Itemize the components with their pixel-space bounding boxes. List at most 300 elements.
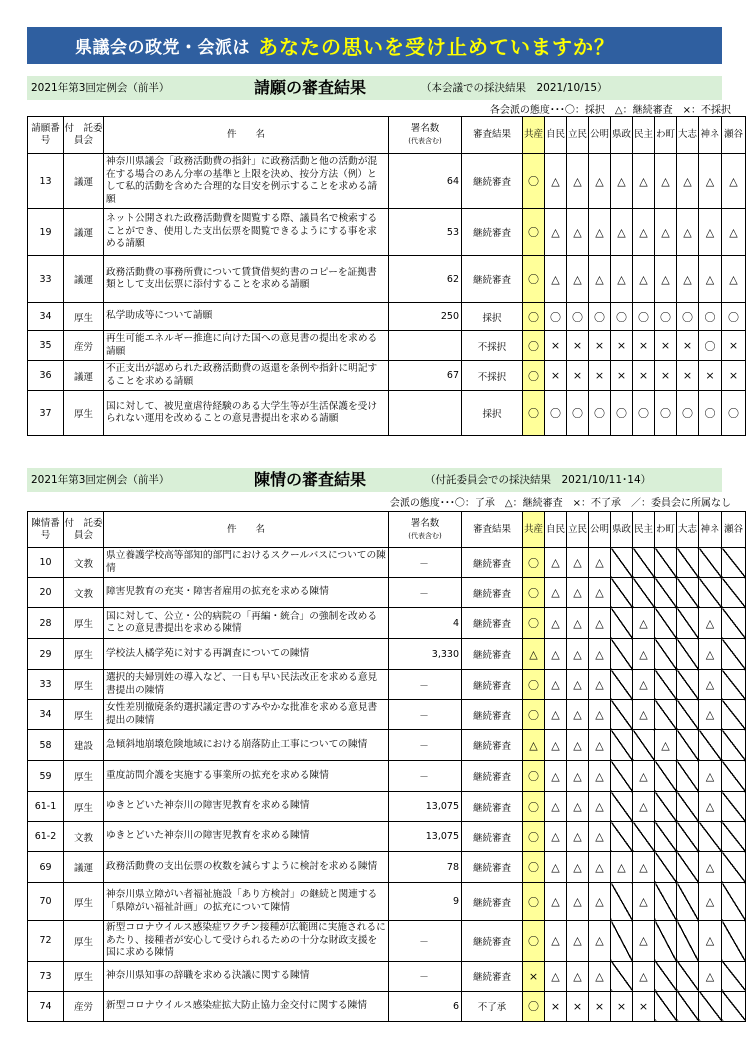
col-party: 立民: [567, 512, 589, 548]
vote-cell: [677, 921, 699, 962]
vote-cell: [677, 792, 699, 822]
vote-cell: △: [589, 761, 611, 792]
row-result: 不採択: [462, 331, 523, 361]
vote-cell: ×: [655, 331, 677, 361]
vote-cell: 〇: [523, 670, 545, 700]
row-result: 継続審査: [462, 154, 523, 209]
table-row: [28, 883, 746, 921]
vote-cell: [655, 608, 677, 639]
vote-cell: [633, 822, 655, 852]
table-row: [28, 792, 746, 822]
vote-cell: △: [699, 209, 722, 256]
vote-cell: 〇: [523, 852, 545, 883]
appeals-session: 2021年第3回定例会（前半）: [31, 474, 170, 486]
row-number: 33: [28, 670, 64, 700]
table-row: [28, 209, 746, 256]
vote-cell: △: [699, 921, 722, 962]
vote-cell: [677, 883, 699, 921]
table-row: [28, 961, 746, 991]
row-committee: 厚生: [64, 792, 104, 822]
vote-cell: △: [699, 792, 722, 822]
vote-cell: △: [633, 921, 655, 962]
appeals-section-bar: [27, 468, 722, 492]
vote-cell: △: [633, 639, 655, 670]
vote-cell: △: [567, 639, 589, 670]
vote-cell: ×: [545, 361, 567, 391]
row-number: 69: [28, 852, 64, 883]
row-committee: 建設: [64, 730, 104, 761]
vote-cell: △: [589, 883, 611, 921]
vote-cell: △: [633, 700, 655, 730]
vote-cell: △: [589, 961, 611, 991]
table-row: [28, 608, 746, 639]
vote-cell: 〇: [677, 303, 699, 331]
vote-cell: 〇: [523, 331, 545, 361]
row-committee: 議運: [64, 209, 104, 256]
vote-cell: 〇: [523, 700, 545, 730]
vote-cell: 〇: [699, 391, 722, 436]
vote-cell: △: [545, 921, 567, 962]
banner-left-text: 県議会の政党・会派は: [75, 38, 250, 58]
vote-cell: ×: [722, 361, 746, 391]
row-result: 継続審査: [462, 961, 523, 991]
vote-cell: [611, 730, 633, 761]
vote-cell: △: [589, 608, 611, 639]
vote-cell: [655, 961, 677, 991]
vote-cell: [677, 991, 699, 1021]
row-result: 継続審査: [462, 578, 523, 608]
vote-cell: △: [589, 700, 611, 730]
row-subject: 政務活動費の支出伝票の枚数を減らすように検討を求める陳情: [104, 852, 389, 883]
table-row: [28, 331, 746, 361]
row-committee: 厚生: [64, 670, 104, 700]
col-party: 公明: [589, 512, 611, 548]
vote-cell: ×: [699, 361, 722, 391]
row-committee: 文教: [64, 548, 104, 578]
vote-cell: △: [699, 670, 722, 700]
row-subject: 女性差別撤廃条約選択議定書のすみやかな批准を求める意見書提出の陳情: [104, 700, 389, 730]
row-subject: 神奈川県議会「政務活動費の指針」に政務活動と他の活動が混在する場合のあん分率の基準と上限を決め、按分方法（例）として私的活動を含めた合理的な目安を例示することを求める請願: [104, 154, 389, 209]
row-number: 19: [28, 209, 64, 256]
row-subject: 私学助成等について請願: [104, 303, 389, 331]
row-signatures: －: [389, 700, 462, 730]
row-signatures: 13,075: [389, 822, 462, 852]
vote-cell: 〇: [699, 331, 722, 361]
vote-cell: [655, 700, 677, 730]
vote-cell: [677, 608, 699, 639]
vote-cell: 〇: [722, 303, 746, 331]
table-row: [28, 700, 746, 730]
row-subject: 新型コロナウイルス感染症拡大防止協力金交付に関する陳情: [104, 991, 389, 1021]
row-number: 20: [28, 578, 64, 608]
row-result: 継続審査: [462, 822, 523, 852]
vote-cell: △: [567, 852, 589, 883]
row-number: 58: [28, 730, 64, 761]
col-party: 神ネ: [699, 117, 722, 154]
vote-cell: 〇: [611, 391, 633, 436]
vote-cell: △: [567, 700, 589, 730]
row-result: 継続審査: [462, 670, 523, 700]
table-row: [28, 822, 746, 852]
vote-cell: 〇: [523, 822, 545, 852]
row-subject: ゆきとどいた神奈川の障害児教育を求める陳情: [104, 822, 389, 852]
row-number: 37: [28, 391, 64, 436]
table-row: [28, 730, 746, 761]
table-row: [28, 578, 746, 608]
vote-cell: △: [523, 730, 545, 761]
vote-cell: ×: [589, 331, 611, 361]
vote-cell: ×: [633, 361, 655, 391]
vote-cell: [722, 730, 746, 761]
vote-cell: △: [699, 639, 722, 670]
row-subject: 学校法人橘学苑に対する再調査についての陳情: [104, 639, 389, 670]
vote-cell: [699, 822, 722, 852]
col-party: 民主: [633, 117, 655, 154]
col-party: 大志: [677, 512, 699, 548]
vote-cell: ×: [722, 331, 746, 361]
vote-cell: [611, 670, 633, 700]
row-number: 73: [28, 961, 64, 991]
table-row: [28, 991, 746, 1021]
vote-cell: △: [567, 154, 589, 209]
vote-cell: △: [545, 822, 567, 852]
vote-cell: 〇: [523, 209, 545, 256]
vote-cell: △: [545, 761, 567, 792]
vote-cell: 〇: [523, 991, 545, 1021]
col-signatures: 署名数 (代表含む): [389, 117, 462, 154]
vote-cell: △: [611, 154, 633, 209]
row-committee: 厚生: [64, 761, 104, 792]
vote-cell: [677, 852, 699, 883]
row-signatures: 9: [389, 883, 462, 921]
table-row: [28, 154, 746, 209]
row-signatures: 250: [389, 303, 462, 331]
signatures-note: (代表含む): [408, 531, 442, 540]
row-committee: 産労: [64, 991, 104, 1021]
petitions-section-bar: [27, 76, 722, 100]
vote-cell: △: [677, 209, 699, 256]
row-result: 継続審査: [462, 852, 523, 883]
row-committee: 厚生: [64, 391, 104, 436]
vote-cell: 〇: [523, 921, 545, 962]
row-committee: 厚生: [64, 608, 104, 639]
vote-cell: 〇: [523, 883, 545, 921]
vote-cell: △: [545, 209, 567, 256]
table-row: [28, 639, 746, 670]
vote-cell: 〇: [699, 303, 722, 331]
vote-cell: 〇: [523, 792, 545, 822]
row-committee: 厚生: [64, 961, 104, 991]
vote-cell: [722, 961, 746, 991]
table-row: [28, 391, 746, 436]
vote-cell: 〇: [611, 303, 633, 331]
vote-cell: △: [589, 154, 611, 209]
vote-cell: 〇: [655, 303, 677, 331]
vote-cell: △: [611, 852, 633, 883]
vote-cell: [611, 822, 633, 852]
col-party: 瀬谷: [722, 117, 746, 154]
vote-cell: 〇: [567, 303, 589, 331]
vote-cell: △: [633, 256, 655, 303]
row-signatures: －: [389, 670, 462, 700]
col-subject: 件 名: [104, 512, 389, 548]
row-signatures: －: [389, 761, 462, 792]
row-result: 採択: [462, 303, 523, 331]
vote-cell: △: [589, 852, 611, 883]
vote-cell: 〇: [589, 303, 611, 331]
row-committee: 文教: [64, 822, 104, 852]
vote-cell: △: [655, 256, 677, 303]
vote-cell: △: [545, 608, 567, 639]
row-signatures: －: [389, 961, 462, 991]
vote-cell: [611, 883, 633, 921]
vote-cell: [655, 883, 677, 921]
row-committee: 議運: [64, 361, 104, 391]
row-subject: 政務活動費の事務所費について賃貸借契約書のコピーを証拠書類として支出伝票に添付することを求める請願: [104, 256, 389, 303]
col-committee: 付 託委員会: [64, 512, 104, 548]
row-result: 継続審査: [462, 883, 523, 921]
vote-cell: [655, 761, 677, 792]
vote-cell: △: [589, 578, 611, 608]
vote-cell: ×: [677, 361, 699, 391]
vote-cell: [722, 548, 746, 578]
vote-cell: [722, 639, 746, 670]
vote-cell: △: [589, 548, 611, 578]
vote-cell: [677, 822, 699, 852]
vote-cell: [655, 921, 677, 962]
vote-cell: △: [589, 256, 611, 303]
vote-cell: 〇: [523, 578, 545, 608]
vote-cell: △: [567, 670, 589, 700]
vote-cell: 〇: [523, 548, 545, 578]
vote-cell: △: [567, 578, 589, 608]
vote-cell: 〇: [589, 391, 611, 436]
vote-cell: △: [699, 608, 722, 639]
vote-cell: △: [567, 883, 589, 921]
appeals-note: （付託委員会での採決結果 2021/10/11･14）: [425, 474, 652, 486]
vote-cell: 〇: [633, 391, 655, 436]
vote-cell: ×: [567, 361, 589, 391]
row-signatures: －: [389, 921, 462, 962]
row-result: 採択: [462, 391, 523, 436]
vote-cell: 〇: [523, 154, 545, 209]
vote-cell: [699, 991, 722, 1021]
col-party: 神ネ: [699, 512, 722, 548]
row-result: 継続審査: [462, 639, 523, 670]
vote-cell: ×: [523, 961, 545, 991]
col-party: 大志: [677, 117, 699, 154]
vote-cell: [677, 961, 699, 991]
row-signatures: [389, 391, 462, 436]
row-committee: 議運: [64, 852, 104, 883]
row-committee: 文教: [64, 578, 104, 608]
vote-cell: 〇: [567, 391, 589, 436]
row-signatures: 53: [389, 209, 462, 256]
vote-cell: △: [699, 883, 722, 921]
col-party: 民主: [633, 512, 655, 548]
vote-cell: △: [545, 883, 567, 921]
vote-cell: 〇: [722, 391, 746, 436]
vote-cell: △: [545, 670, 567, 700]
row-result: 不採択: [462, 361, 523, 391]
vote-cell: △: [545, 730, 567, 761]
vote-cell: 〇: [545, 303, 567, 331]
vote-cell: △: [677, 256, 699, 303]
row-subject: 新型コロナウイルス感染症ワクチン接種が広範囲に実施されるにあたり、接種者が安心して受けられるための十分な財政支援を国に求める陳情: [104, 921, 389, 962]
vote-cell: △: [589, 209, 611, 256]
vote-cell: [722, 700, 746, 730]
col-party: 公明: [589, 117, 611, 154]
vote-cell: △: [655, 730, 677, 761]
vote-cell: [677, 548, 699, 578]
row-signatures: 13,075: [389, 792, 462, 822]
col-party: 共産: [523, 512, 545, 548]
vote-cell: △: [545, 792, 567, 822]
col-result: 審査結果: [462, 117, 523, 154]
table-row: [28, 761, 746, 792]
table-row: [28, 256, 746, 303]
vote-cell: △: [567, 792, 589, 822]
row-signatures: 78: [389, 852, 462, 883]
vote-cell: [655, 822, 677, 852]
vote-cell: ×: [545, 331, 567, 361]
row-result: 継続審査: [462, 761, 523, 792]
row-number: 70: [28, 883, 64, 921]
vote-cell: △: [633, 852, 655, 883]
vote-cell: [722, 852, 746, 883]
vote-cell: △: [633, 154, 655, 209]
vote-cell: △: [545, 154, 567, 209]
vote-cell: 〇: [655, 391, 677, 436]
vote-cell: △: [722, 256, 746, 303]
vote-cell: △: [699, 154, 722, 209]
row-signatures: 64: [389, 154, 462, 209]
vote-cell: △: [567, 256, 589, 303]
vote-cell: △: [633, 792, 655, 822]
row-committee: 議運: [64, 154, 104, 209]
vote-cell: ×: [567, 991, 589, 1021]
appeals-legend: 会派の態度･･･〇：了承 △：継続審査 ×：不了承 ／：委員会に所属なし: [389, 498, 731, 509]
vote-cell: △: [545, 256, 567, 303]
vote-cell: [633, 548, 655, 578]
row-number: 34: [28, 303, 64, 331]
row-subject: 国に対して、被児童虐待経験のある大学生等が生活保護を受けられない運用を改めることの意見書提出を求める請願: [104, 391, 389, 436]
row-number: 13: [28, 154, 64, 209]
col-party: 県政: [611, 512, 633, 548]
vote-cell: △: [611, 209, 633, 256]
vote-cell: 〇: [523, 303, 545, 331]
vote-cell: [677, 578, 699, 608]
row-number: 33: [28, 256, 64, 303]
row-committee: 厚生: [64, 921, 104, 962]
vote-cell: [722, 578, 746, 608]
vote-cell: △: [567, 608, 589, 639]
vote-cell: [722, 991, 746, 1021]
vote-cell: [722, 670, 746, 700]
col-signatures: 署名数 (代表含む): [389, 512, 462, 548]
vote-cell: △: [589, 639, 611, 670]
row-signatures: 3,330: [389, 639, 462, 670]
row-number: 34: [28, 700, 64, 730]
row-number: 28: [28, 608, 64, 639]
vote-cell: △: [567, 761, 589, 792]
table-row: [28, 303, 746, 331]
vote-cell: [655, 548, 677, 578]
vote-cell: △: [633, 883, 655, 921]
vote-cell: △: [722, 154, 746, 209]
row-committee: 厚生: [64, 700, 104, 730]
vote-cell: ×: [611, 991, 633, 1021]
vote-cell: [655, 852, 677, 883]
vote-cell: [655, 578, 677, 608]
vote-cell: [677, 639, 699, 670]
vote-cell: [611, 921, 633, 962]
row-subject: 急傾斜地崩壊危険地域における崩落防止工事についての陳情: [104, 730, 389, 761]
petitions-session: 2021年第3回定例会（前半）: [31, 82, 170, 94]
vote-cell: [677, 761, 699, 792]
vote-cell: [722, 822, 746, 852]
col-result: 審査結果: [462, 512, 523, 548]
row-result: 継続審査: [462, 256, 523, 303]
row-subject: 国に対して、公立・公的病院の「再編・統合」の強制を改めることの意見書提出を求める陳情: [104, 608, 389, 639]
banner-right-text: あなたの思いを受け止めていますか？: [258, 35, 615, 59]
col-committee: 付 託委員会: [64, 117, 104, 154]
vote-cell: △: [699, 256, 722, 303]
row-subject: ゆきとどいた神奈川の障害児教育を求める陳情: [104, 792, 389, 822]
vote-cell: △: [589, 670, 611, 700]
vote-cell: 〇: [545, 391, 567, 436]
vote-cell: ×: [567, 331, 589, 361]
vote-cell: △: [699, 700, 722, 730]
vote-cell: △: [722, 209, 746, 256]
row-subject: 障害児教育の充実・障害者雇用の拡充を求める陳情: [104, 578, 389, 608]
vote-cell: △: [545, 639, 567, 670]
row-number: 74: [28, 991, 64, 1021]
vote-cell: 〇: [523, 761, 545, 792]
row-result: 継続審査: [462, 209, 523, 256]
row-committee: 厚生: [64, 883, 104, 921]
vote-cell: [611, 961, 633, 991]
row-number: 61-1: [28, 792, 64, 822]
petitions-note: （本会議での採決結果 2021/10/15）: [421, 82, 608, 94]
vote-cell: [655, 670, 677, 700]
table-row: [28, 852, 746, 883]
vote-cell: △: [633, 608, 655, 639]
vote-cell: ×: [589, 361, 611, 391]
signatures-note: (代表含む): [408, 137, 442, 145]
vote-cell: △: [589, 792, 611, 822]
row-subject: 再生可能エネルギー推進に向けた国への意見書の提出を求める請願: [104, 331, 389, 361]
appeals-title: 陳情の審査結果: [254, 470, 367, 489]
vote-cell: △: [611, 256, 633, 303]
vote-cell: [611, 761, 633, 792]
petitions-table: [27, 116, 746, 436]
col-appeal-no: 陳情番号: [28, 512, 64, 548]
vote-cell: [633, 730, 655, 761]
vote-cell: △: [589, 921, 611, 962]
vote-cell: [611, 792, 633, 822]
row-result: 継続審査: [462, 700, 523, 730]
petitions-title: 請願の審査結果: [254, 78, 367, 97]
title-banner: [27, 27, 722, 64]
table-row: [28, 361, 746, 391]
vote-cell: △: [545, 548, 567, 578]
vote-cell: △: [677, 154, 699, 209]
vote-cell: [722, 608, 746, 639]
vote-cell: △: [699, 961, 722, 991]
vote-cell: △: [567, 921, 589, 962]
col-petition-no: 請願番号: [28, 117, 64, 154]
